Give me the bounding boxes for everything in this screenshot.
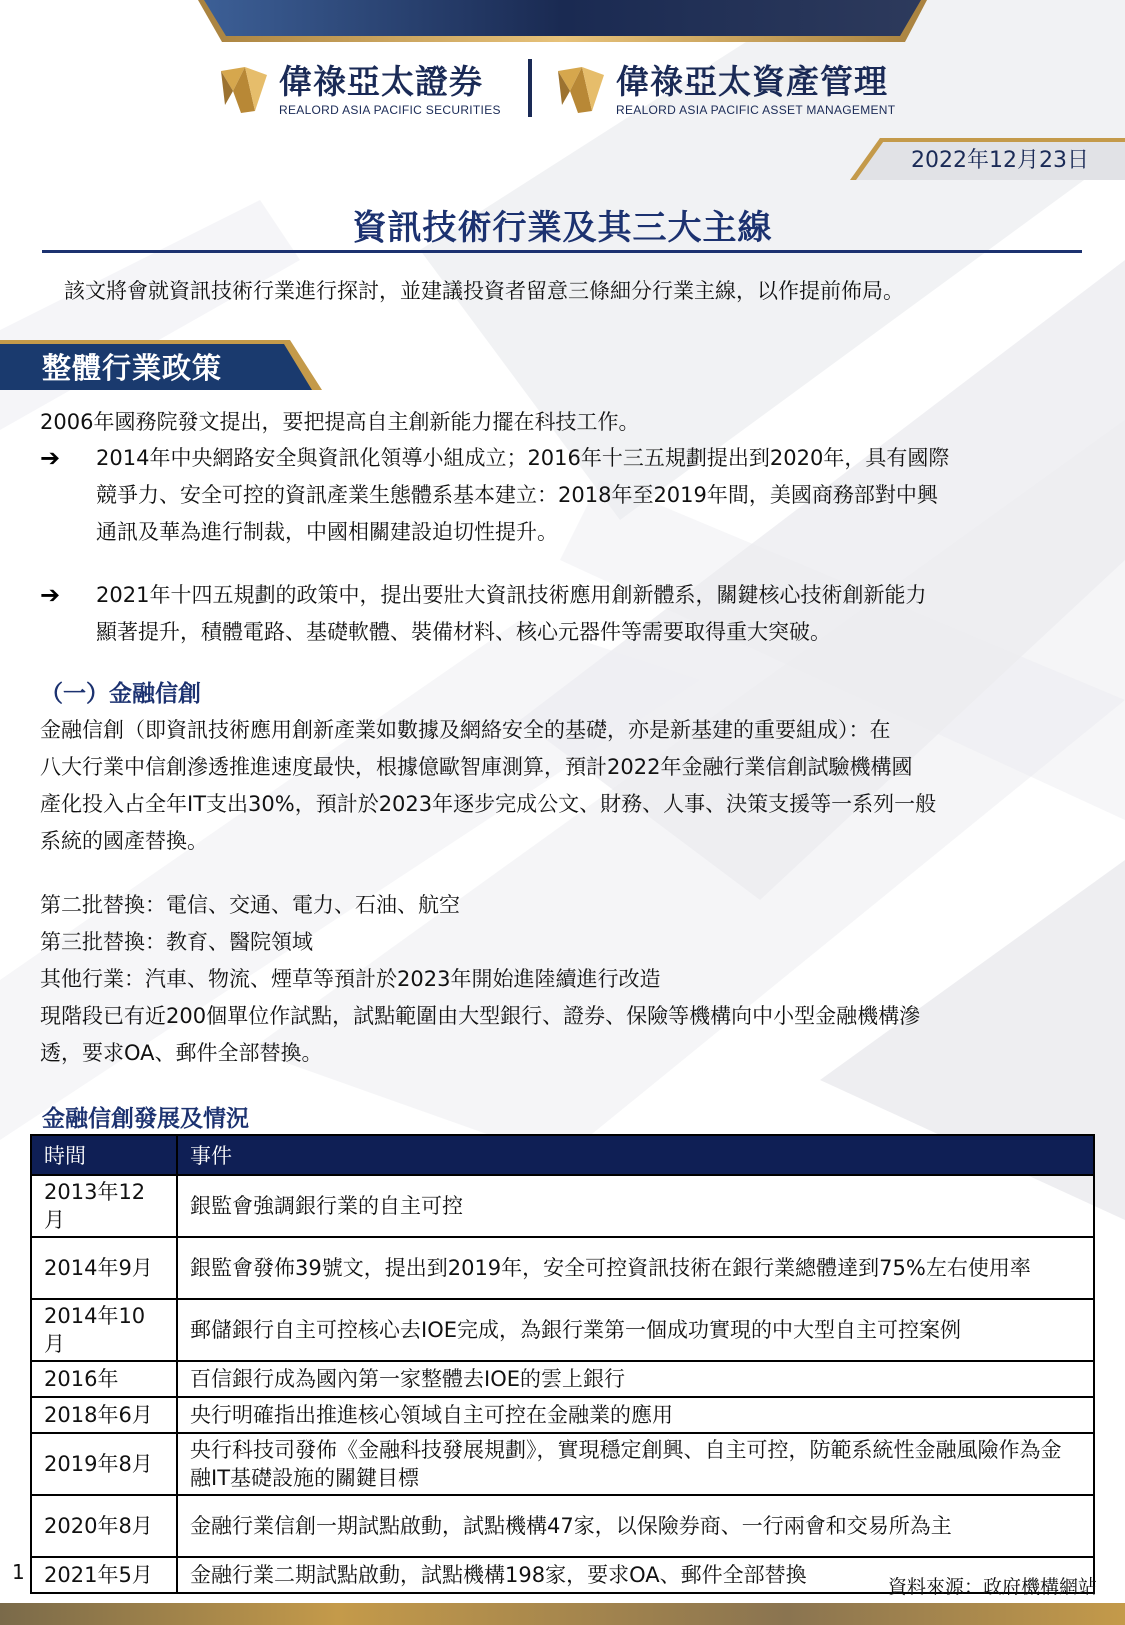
table-row: [31, 1433, 1094, 1495]
table-title: 金融信創發展及情況: [42, 1106, 249, 1132]
table-row: [31, 1495, 1094, 1557]
bullet-line: 顯著提升，積體電路、基礎軟體、裝備材料、核心元器件等需要取得重大突破。: [96, 620, 831, 644]
cell-event: 銀監會強調銀行業的自主可控: [177, 1175, 1094, 1237]
realord-logo-icon: [552, 61, 610, 119]
cell-time: 2019年8月: [31, 1433, 177, 1495]
arrow-right-icon: ➔: [40, 581, 61, 609]
header-time: 時間: [31, 1135, 177, 1175]
list-item: 第二批替換：電信、交通、電力、石油、航空: [40, 893, 460, 917]
cell-event: 百信銀行成為國內第一家整體去IOE的雲上銀行: [177, 1361, 1094, 1397]
header-event: 事件: [177, 1135, 1094, 1175]
table-row: [31, 1361, 1094, 1397]
logo-row: [0, 55, 1125, 125]
page-number: 1: [12, 1560, 25, 1584]
cell-time: 2016年: [31, 1361, 177, 1397]
logo-asset-management: [552, 55, 895, 125]
bullet-line: 競爭力、安全可控的資訊產業生態體系基本建立：2018年至2019年間，美國商務部對中興: [96, 483, 938, 507]
cell-event: 金融行業信創一期試點啟動，試點機構47家，以保險券商、一行兩會和交易所為主: [177, 1495, 1094, 1557]
cell-time: 2020年8月: [31, 1495, 177, 1557]
logo-securities: [215, 55, 501, 125]
list-item: 其他行業：汽車、物流、煙草等預計於2023年開始進陸續進行改造: [40, 967, 661, 991]
table-row: [31, 1397, 1094, 1433]
cell-time: 2014年9月: [31, 1237, 177, 1299]
realord-logo-icon: [215, 61, 273, 119]
section-heading: 整體行業政策: [42, 351, 223, 385]
fin-subheading: （一）金融信創: [40, 681, 201, 707]
cell-event: 央行科技司發佈《金融科技發展規劃》，實現穩定創興、自主可控，防範系統性金融風險作為金融IT基礎設施的關鍵目標: [177, 1433, 1094, 1495]
logo-divider: [528, 59, 532, 117]
cell-time: 2014年10月: [31, 1299, 177, 1361]
cell-event: 央行明確指出推進核心領域自主可控在金融業的應用: [177, 1397, 1094, 1433]
logo-securities-zh: 偉祿亞太證券: [279, 62, 483, 101]
table-row: [31, 1299, 1094, 1361]
list-item: 第三批替換：教育、醫院領域: [40, 930, 313, 954]
source-note: 資料來源：政府機構網站: [887, 1576, 1097, 1598]
fin-line: 八大行業中信創滲透推進速度最快，根據億歐智庫測算，預計2022年金融行業信創試驗機構國: [40, 755, 913, 779]
cell-event: 銀監會發佈39號文，提出到2019年，安全可控資訊技術在銀行業總體達到75%左右使用率: [177, 1237, 1094, 1299]
top-banner: [0, 0, 1125, 50]
table-row: [31, 1175, 1094, 1237]
bullet-line: 通訊及華為進行制裁，中國相關建設迫切性提升。: [96, 520, 558, 544]
cell-event: 郵儲銀行自主可控核心去IOE完成，為銀行業第一個成功實現的中大型自主可控案例: [177, 1299, 1094, 1361]
page-title: 資訊技術行業及其三大主線: [352, 208, 773, 248]
policy-2006-text: 2006年國務院發文提出，要把提高自主創新能力擺在科技工作。: [40, 410, 640, 434]
cell-event: 金融行業二期試點啟動，試點機構198家，要求OA、郵件全部替換: [177, 1557, 1094, 1593]
cell-time: 2018年6月: [31, 1397, 177, 1433]
events-table: [30, 1134, 1095, 1594]
logo-asset-zh: 偉祿亞太資產管理: [616, 62, 888, 101]
fin-line: 產化投入占全年IT支出30%，預計於2023年逐步完成公文、財務、人事、決策支援等一系列一般: [40, 792, 937, 816]
bottom-banner: [0, 1603, 1125, 1625]
fin-paragraph: [40, 712, 1090, 860]
logo-asset-en: REALORD ASIA PACIFIC ASSET MANAGEMENT: [616, 103, 896, 117]
cell-time: 2013年12月: [31, 1175, 177, 1237]
report-date: 2022年12月23日: [911, 148, 1089, 173]
policy-bullet: [40, 440, 1085, 551]
table-row: [31, 1237, 1094, 1299]
table-header-row: [31, 1135, 1094, 1175]
title-divider: [42, 250, 1082, 253]
arrow-right-icon: ➔: [40, 444, 61, 472]
replacement-list: [40, 887, 1090, 1072]
logo-securities-en: REALORD ASIA PACIFIC SECURITIES: [279, 103, 501, 117]
fin-line: 系統的國產替換。: [40, 829, 208, 853]
list-item: 現階段已有近200個單位作試點，試點範圍由大型銀行、證券、保險等機構向中小型金融機構滲: [40, 1004, 921, 1028]
intro-text: 該文將會就資訊技術行業進行探討，並建議投資者留意三條細分行業主線，以作提前佈局。: [64, 279, 904, 303]
fin-line: 金融信創（即資訊技術應用創新產業如數據及網絡安全的基礎，亦是新基建的重要組成）：在: [40, 718, 891, 742]
policy-bullet: [40, 577, 1085, 651]
bullet-line: 2014年中央網路安全與資訊化領導小組成立；2016年十三五規劃提出到2020年，具有國際: [96, 446, 950, 470]
list-item: 透，要求OA、郵件全部替換。: [40, 1041, 323, 1065]
cell-time: 2021年5月: [31, 1557, 177, 1593]
bullet-line: 2021年十四五規劃的政策中，提出要壯大資訊技術應用創新體系，關鍵核心技術創新能力: [96, 583, 927, 607]
